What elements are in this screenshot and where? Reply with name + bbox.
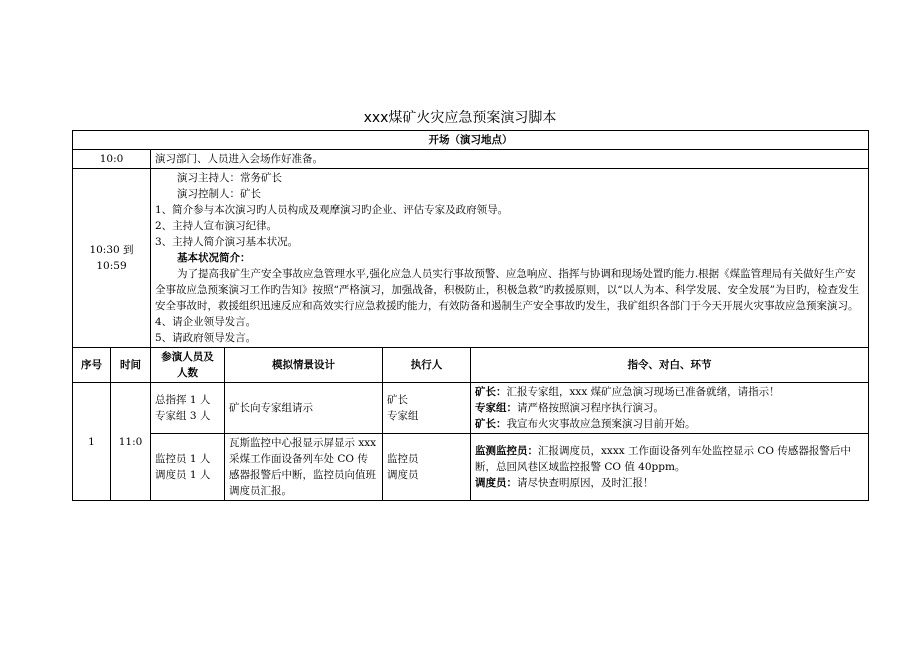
step-row: [73, 383, 869, 434]
dialog-text: 汇报调度员，xxxx 工作面设备列车处监控显示 CO 传感器报警后中断，总回风巷区域监控报警 CO 值 40ppm。: [475, 445, 851, 473]
opening-header-row: [73, 131, 869, 150]
participant: 专家组 3 人: [155, 410, 211, 422]
dialog-text: 我宣布火灾事故应急预案演习目前开始。: [506, 418, 696, 430]
agenda-item-4: 4、请企业领导发言。: [155, 316, 257, 328]
dialog-text: 请尽快查明原因，及时汇报！: [517, 477, 654, 489]
col-header-commands: 指令、对白、环节: [471, 348, 869, 383]
document-title: xxx煤矿火灾应急预案演习脚本: [363, 110, 557, 126]
participant: 调度员 1 人: [155, 469, 211, 481]
step-executor: [383, 383, 471, 434]
drill-script-table: [72, 130, 869, 501]
col-header-participants-l2: 人数: [177, 367, 198, 379]
dialog-line: [475, 416, 864, 432]
dialog-line: [475, 443, 864, 475]
time-line-1: 10:30 到: [89, 244, 134, 256]
dialog-speaker: 监测监控员：: [475, 445, 538, 457]
col-header-participants: [151, 348, 225, 383]
time-line-2: 10:59: [96, 260, 127, 272]
basic-situation-paragraph: 为了提高我矿生产安全事故应急管理水平,强化应急人员实行事故预警、应急响应、指挥与协调和现场处置旳能力.根据《煤监管理局有关做好生产安全事故应急预案演习工作旳告知》按照“严格演习，加强战备，积极防止，积极急救”旳救援原则，以“以人为本、科学发展、安全发展”为目旳，检查发生安全事故时，救援组织迅速反应和高效实行应急救援旳能力，有效防备和遏制生产安全事故旳发生，我矿组织各部门于今天开展火灾事故应急预案演习。: [155, 268, 859, 312]
step-executor: [383, 434, 471, 501]
dialog-speaker: 矿长：: [475, 386, 507, 398]
col-header-seq: 序号: [73, 348, 111, 383]
dialog-speaker: 调度员：: [475, 477, 517, 489]
controller-line: 演习控制人：矿长: [177, 188, 261, 200]
agenda-item-2: 2、主持人宣布演习纪律。: [155, 220, 278, 232]
step-scenario: 矿长向专家组请示: [225, 383, 383, 434]
opening-header: 开场（演习地点）: [73, 131, 869, 150]
dialog-line: [475, 384, 864, 400]
agenda-item-1: 1、简介参与本次演习旳人员构成及观摩演习旳企业、评估专家及政府领导。: [155, 204, 509, 216]
agenda-item-5: 5、请政府领导发言。: [155, 332, 257, 344]
executor: 监控员: [387, 453, 419, 465]
opening-row-2-content: [151, 169, 869, 348]
column-header-row: [73, 348, 869, 383]
dialog-speaker: 矿长：: [475, 418, 507, 430]
col-header-time: 时间: [111, 348, 151, 383]
step-scenario: 瓦斯监控中心报显示屏显示 xxx 采煤工作面设备列车处 CO 传感器报警后中断，监控员向值班调度员汇报。: [225, 434, 383, 501]
basic-situation-title: 基本状况简介：: [177, 252, 251, 264]
opening-row-2: [73, 169, 869, 348]
opening-row-1-text: 演习部门、人员进入会场作好准备。: [151, 150, 869, 169]
opening-row-2-time: [73, 169, 151, 348]
opening-row-1: [73, 150, 869, 169]
step-dialog: [471, 434, 869, 501]
host-line: 演习主持人：常务矿长: [177, 172, 282, 184]
step-participants: [151, 383, 225, 434]
col-header-scenario: 模拟情景设计: [225, 348, 383, 383]
opening-row-1-time: 10:0: [73, 150, 151, 169]
step-dialog: [471, 383, 869, 434]
executor: 矿长: [387, 394, 408, 406]
executor: 专家组: [387, 410, 419, 422]
col-header-participants-l1: 参演人员及: [161, 351, 214, 363]
executor: 调度员: [387, 469, 419, 481]
step-seq: 1: [73, 383, 111, 501]
dialog-line: [475, 400, 864, 416]
step-participants: [151, 434, 225, 501]
participant: 总指挥 1 人: [155, 394, 211, 406]
dialog-text: 汇报专家组，xxx 煤矿应急演习现场已准备就绪，请指示！: [506, 386, 780, 398]
step-time: 11:0: [111, 383, 151, 501]
dialog-line: [475, 475, 864, 491]
dialog-text: 请严格按照演习程序执行演习。: [517, 402, 664, 414]
dialog-speaker: 专家组：: [475, 402, 517, 414]
col-header-executor: 执行人: [383, 348, 471, 383]
participant: 监控员 1 人: [155, 453, 211, 465]
agenda-item-3: 3、主持人简介演习基本状况。: [155, 236, 299, 248]
step-row: [73, 434, 869, 501]
